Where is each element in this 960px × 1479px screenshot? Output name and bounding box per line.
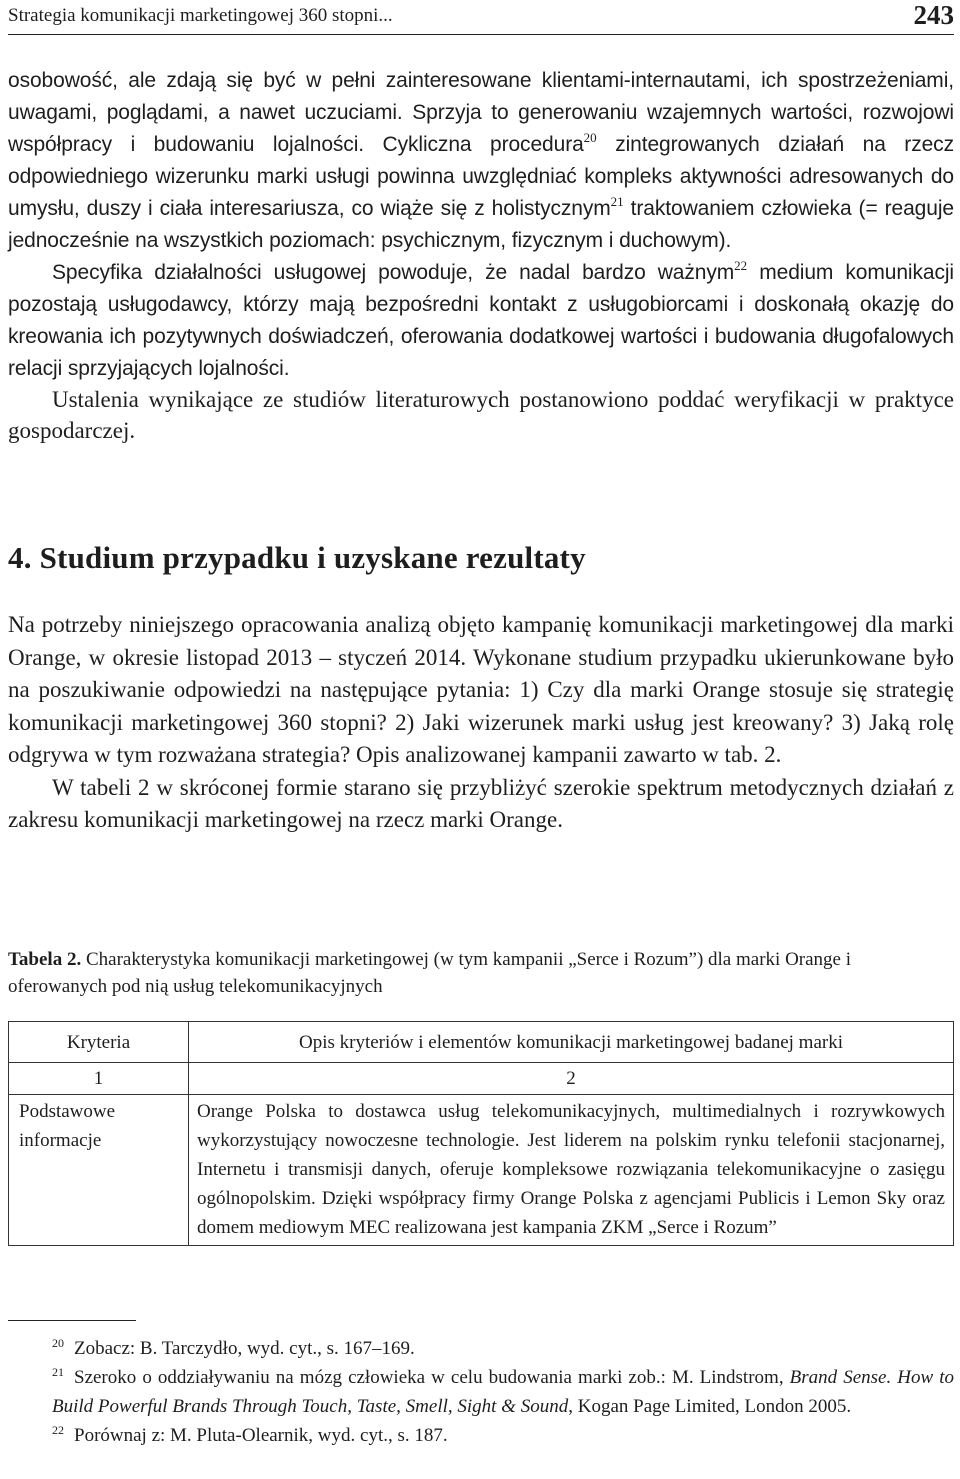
section-paragraph-2: W tabeli 2 w skróconej formie starano się przybliżyć szerokie spektrum metodycznych działań z zakresu komunikacji marketingowej na rzecz marki Orange. bbox=[8, 774, 954, 832]
data-table bbox=[8, 1021, 954, 1246]
body-text bbox=[8, 64, 954, 446]
table-header-criteria: Kryteria bbox=[9, 1022, 189, 1063]
paragraph-1-part-b: zintegrowanych działań na rzecz odpowiedniego wizerunku marki usługi powinna uwzględniać kompleks aktywności adresowanych do umysłu, duszy i ciała interesariusza, co wiąże się z holistycznym bbox=[8, 133, 954, 220]
table-caption bbox=[8, 946, 954, 1000]
table-caption-text: Charakterystyka komunikacji marketingowej (w tym kampanii „Serce i Rozum”) dla marki Orange i oferowanych pod nią usług telekomunikacyjnych bbox=[8, 949, 852, 997]
running-title: Strategia komunikacji marketingowej 360 stopni... bbox=[8, 5, 393, 26]
footnote-text: Zobacz: B. Tarczydło, wyd. cyt., s. 167–169. bbox=[74, 1338, 415, 1359]
footnote-text: Szeroko o oddziaływaniu na mózg człowieka w celu budowania marki zob.: M. Lindstrom, bbox=[74, 1367, 790, 1388]
paragraph-2-part-a: Specyfika działalności usługowej powoduje, że nadal bardzo ważnym bbox=[52, 261, 735, 284]
footnote-number: 20 bbox=[52, 1336, 64, 1350]
table-cell-description: Orange Polska to dostawca usług telekomunikacyjnych, multimedialnych i rozrywkowych wykorzystujący nowoczesne technologie. Jest liderem na polskim rynku telefonii stacjonarnej, Internetu i transmisji danych, oferuje kompleksowe rozwiązania telekomunikacyjne o zasięgu ogólnopolskim. Dzięki współpracy firmy Orange Polska z agencjami Publicis i Lemon Sky oraz domem mediowym MEC realizowana jest kampania ZKM „Serce i Rozum” bbox=[189, 1095, 954, 1246]
footnote-ref-21: 21 bbox=[610, 194, 624, 209]
page-number: 243 bbox=[913, 0, 954, 30]
footnote-number: 21 bbox=[52, 1365, 64, 1379]
table-caption-label: Tabela 2. bbox=[8, 949, 82, 970]
table-header-row bbox=[9, 1022, 954, 1063]
table-number-row bbox=[9, 1063, 954, 1095]
footnote-number: 22 bbox=[52, 1423, 64, 1437]
footnote-22 bbox=[8, 1421, 954, 1450]
footnotes bbox=[8, 1334, 954, 1450]
paragraph-2 bbox=[8, 256, 954, 384]
footnote-ref-22: 22 bbox=[734, 258, 748, 273]
footnote-21 bbox=[8, 1363, 954, 1421]
footnote-divider bbox=[8, 1320, 136, 1321]
paragraph-1-part-a: osobowość, ale zdają się być w pełni zainteresowane klientami-internautami, ich spostrzeżeniami, uwagami, poglądami, a nawet uczuciami. Sprzyja to generowaniu wzajemnych wartości, rozwojowi współpracy i budowaniu lojalności. Cykliczna procedura bbox=[8, 69, 954, 156]
footnote-20 bbox=[8, 1334, 954, 1363]
footnote-text: Porównaj z: M. Pluta-Olearnik, wyd. cyt., s. 187. bbox=[74, 1425, 448, 1446]
paragraph-3: Ustalenia wynikające ze studiów literaturowych postanowiono poddać weryfikacji w praktyce gospodarczej. bbox=[8, 387, 954, 443]
footnote-book-title: Brand Sense. How to Build Powerful Brands Through Touch, Taste, Smell, Sight & Sound bbox=[52, 1367, 955, 1417]
table-header-description: Opis kryteriów i elementów komunikacji marketingowej badanej marki bbox=[189, 1022, 954, 1063]
table-cell-criterion: Podstawowe informacje bbox=[9, 1095, 189, 1246]
running-header bbox=[8, 0, 954, 35]
paragraph-1 bbox=[8, 64, 954, 256]
table-row bbox=[9, 1095, 954, 1246]
section-text bbox=[8, 609, 954, 837]
footnote-text-end: , Kogan Page Limited, London 2005. bbox=[568, 1396, 852, 1417]
paragraph-1-part-c: traktowaniem człowieka (= reaguje jednocześnie na wszystkich poziomach: psychicznym, fizycznym i duchowym). bbox=[8, 197, 954, 252]
table-column-number-2: 2 bbox=[189, 1063, 954, 1095]
section-heading: 4. Studium przypadku i uzyskane rezultaty bbox=[8, 540, 586, 575]
paragraph-2-part-b: medium komunikacji pozostają usługodawcy, którzy mają bezpośredni kontakt z usługobiorcami i doskonałą okazję do kreowania ich pozytywnych doświadczeń, oferowania dodatkowej wartości i budowania długofalowych relacji sprzyjających lojalności. bbox=[8, 261, 954, 380]
footnote-ref-20: 20 bbox=[583, 130, 597, 145]
table-column-number-1: 1 bbox=[9, 1063, 189, 1095]
section-paragraph-1: Na potrzeby niniejszego opracowania analizą objęto kampanię komunikacji marketingowej dla marki Orange, w okresie listopad 2013 – styczeń 2014. Wykonane studium przypadku ukierunkowane było na poszukiwanie odpowiedzi na następujące pytania: 1) Czy dla marki Orange stosuje się strategię komunikacji marketingowej 360 stopni? 2) Jaki wizerunek marki usług jest kreowany? 3) Jaką rolę odgrywa w tym rozważana strategia? Opis analizowanej kampanii zawarto w tab. 2. bbox=[8, 612, 954, 767]
